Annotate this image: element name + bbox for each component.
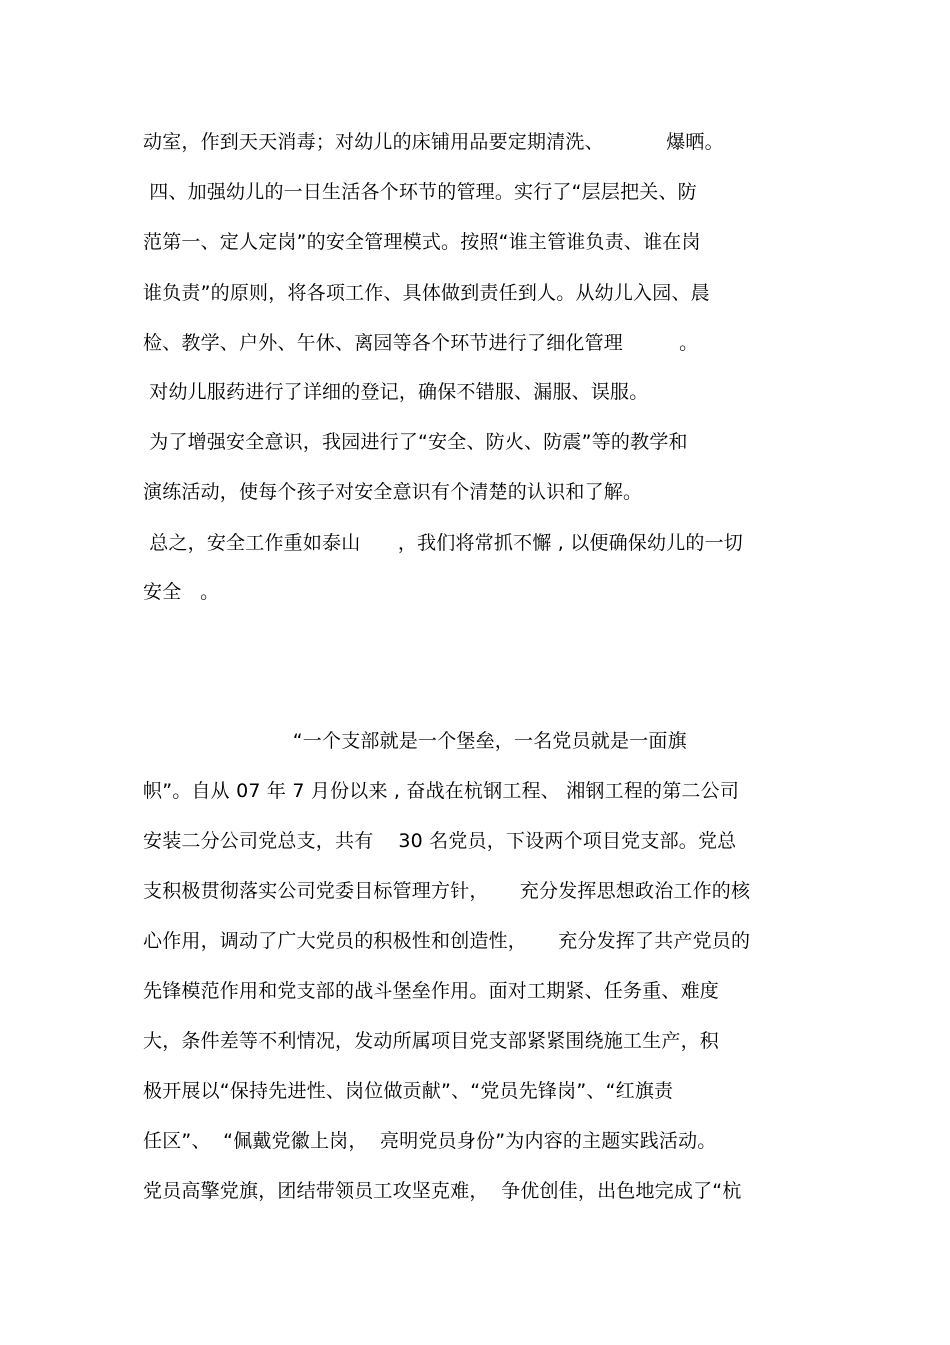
text-line: 为了增强安全意识，我园进行了“安全、防火、防震”等的教学和 [143,431,688,453]
text-line: 安全 。 [143,581,220,603]
text-line: 大，条件差等不利情况，发动所属项目党支部紧紧围绕施工生产，积 [143,1030,720,1052]
text-line: 谁负责”的原则，将各项工作、具体做到责任到人。从幼儿入园、晨 [143,282,710,304]
text-line: 对幼儿服药进行了详细的登记，确保不错服、漏服、误服。 [143,381,649,403]
text-line: 动室，作到天天消毒；对幼儿的床铺用品要定期清洗、 爆晒。 [143,131,724,153]
text-line: 先锋模范作用和党支部的战斗堡垒作用。面对工期紧、任务重、难度 [143,980,720,1002]
text-line: 帜”。自从 07 年 7 月份以来 , 奋战在杭钢工程、 湘钢工程的第二公司 [143,780,740,802]
text-line: 极开展以“保持先进性、岗位做贡献”、“党员先锋岗”、“红旗责 [143,1080,674,1102]
text-line: 党员高擎党旗，团结带领员工攻坚克难， 争优创佳，出色地完成了“杭 [143,1180,742,1202]
text-line: 总之，安全工作重如泰山 ，我们将常抓不懈 , 以便确保幼儿的一切 [143,532,743,554]
text-line: “一个支部就是一个堡垒，一名党员就是一面旗 [143,730,687,752]
text-line: 四、加强幼儿的一日生活各个环节的管理。实行了“层层把关、防 [143,181,697,203]
text-line: 检、教学、户外、午休、离园等各个环节进行了细化管理 。 [143,332,699,354]
text-line: 心作用，调动了广大党员的积极性和创造性， 充分发挥了共产党员的 [143,930,751,952]
text-line: 范第一、定人定岗”的安全管理模式。按照“谁主管谁负责、谁在岗 [143,231,701,253]
text-line: 支积极贯彻落实公司党委目标管理方针， 充分发挥思想政治工作的核 [143,880,751,902]
text-line: 演练活动，使每个孩子对安全意识有个清楚的认识和了解。 [143,481,643,503]
text-line: 安装二分公司党总支，共有 30 名党员，下设两个项目党支部。党总 [143,830,737,852]
text-line: 任区”、 “佩戴党徽上岗， 亮明党员身份”为内容的主题实践活动。 [143,1130,717,1152]
